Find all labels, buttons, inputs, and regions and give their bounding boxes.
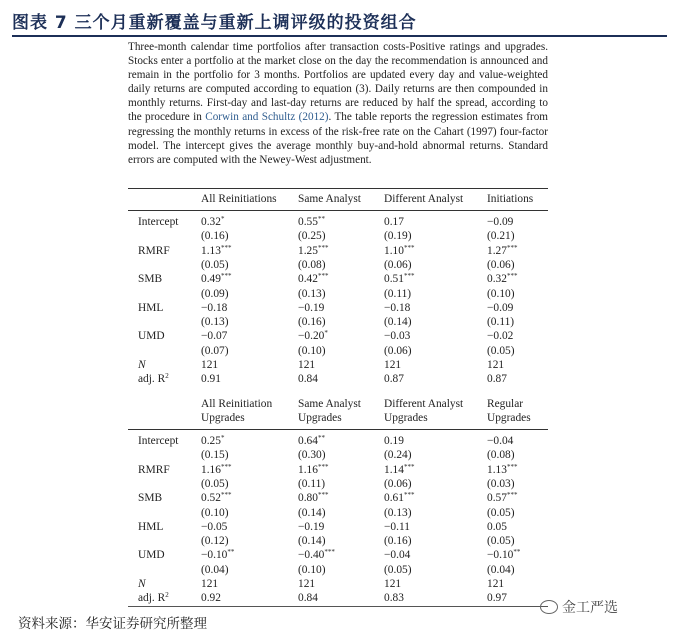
row-label: HML bbox=[138, 520, 164, 533]
se-value: (0.25) bbox=[298, 230, 326, 243]
watermark-text: 金工严选 bbox=[562, 600, 618, 616]
coef-cell bbox=[298, 463, 328, 477]
significance-stars: * bbox=[324, 329, 328, 338]
se-value: (0.06) bbox=[384, 344, 412, 357]
r2-sup: 2 bbox=[165, 591, 169, 600]
se-value: (0.06) bbox=[384, 258, 412, 271]
coef-cell bbox=[298, 301, 324, 315]
coef-value: −0.10 bbox=[201, 549, 228, 562]
coef-cell bbox=[487, 434, 513, 448]
row-label: RMRF bbox=[138, 463, 170, 476]
significance-stars: *** bbox=[506, 491, 518, 500]
coef-value: 0.80 bbox=[298, 492, 318, 505]
se-value: (0.05) bbox=[487, 344, 515, 357]
n-value: 121 bbox=[298, 359, 316, 371]
significance-stars: *** bbox=[403, 243, 415, 252]
table-bottom-rule bbox=[128, 606, 548, 607]
coef-cell bbox=[384, 491, 414, 505]
row-label: N bbox=[138, 578, 146, 590]
se-value: (0.13) bbox=[201, 316, 229, 329]
coef-cell bbox=[298, 520, 324, 534]
row-label bbox=[138, 591, 169, 605]
coef-value: 1.25 bbox=[298, 244, 318, 257]
coef-cell bbox=[487, 520, 507, 534]
coef-value: 1.13 bbox=[487, 463, 507, 476]
coef-value: −0.10 bbox=[487, 549, 514, 562]
coef-cell bbox=[487, 491, 517, 505]
se-value: (0.24) bbox=[384, 449, 412, 462]
coef-cell bbox=[487, 548, 520, 562]
coef-value: −0.18 bbox=[201, 301, 228, 314]
r2-value: 0.97 bbox=[487, 592, 507, 605]
row-label: UMD bbox=[138, 330, 165, 343]
caption-text: Three-month calendar time portfolios after transaction costs-Positive ratings and upgrades. Stocks enter a portfolio at the market close on the day the recommendation is announced and remain in the portfolio for 3 months. Portfolios are updated every day and value-weighted daily returns are computed according to equation (3). Daily returns are then compounded in monthly returns. First-day and last-day returns are reduced by half the spread, according to the procedure in bbox=[128, 41, 548, 124]
coef-cell bbox=[201, 301, 227, 315]
significance-stars: ** bbox=[513, 548, 521, 557]
coef-value: −0.40 bbox=[298, 549, 325, 562]
coef-cell bbox=[487, 329, 513, 343]
significance-stars: *** bbox=[317, 272, 329, 281]
n-value: 121 bbox=[298, 578, 316, 590]
coef-cell bbox=[487, 244, 517, 258]
significance-stars: ** bbox=[317, 434, 325, 442]
coef-cell bbox=[298, 434, 325, 448]
se-value: (0.04) bbox=[201, 563, 229, 576]
coef-value: −0.09 bbox=[487, 216, 514, 228]
coef-value: −0.09 bbox=[487, 301, 514, 314]
significance-stars: *** bbox=[220, 243, 232, 252]
coef-cell bbox=[384, 329, 410, 343]
coef-cell bbox=[201, 463, 231, 477]
coef-cell bbox=[298, 491, 328, 505]
se-value: (0.08) bbox=[487, 449, 515, 462]
coef-cell bbox=[201, 548, 234, 562]
se-value: (0.03) bbox=[487, 477, 515, 490]
significance-stars: *** bbox=[324, 548, 335, 557]
significance-stars: ** bbox=[227, 548, 235, 557]
se-value: (0.08) bbox=[298, 258, 326, 271]
significance-stars: *** bbox=[506, 462, 518, 471]
coef-cell bbox=[487, 272, 517, 286]
coef-value: 1.13 bbox=[201, 244, 221, 257]
panel-a-header-rule bbox=[128, 210, 548, 211]
coef-value: 0.19 bbox=[384, 435, 404, 447]
r2-value: 0.84 bbox=[298, 373, 318, 386]
watermark bbox=[540, 597, 618, 617]
se-value: (0.09) bbox=[201, 287, 229, 300]
coef-cell bbox=[487, 215, 513, 229]
n-value: 121 bbox=[384, 359, 402, 371]
coef-value: 0.52 bbox=[201, 492, 221, 505]
coef-cell bbox=[298, 548, 335, 562]
se-value: (0.11) bbox=[298, 477, 326, 490]
coef-value: −0.02 bbox=[487, 330, 514, 343]
coef-cell bbox=[487, 301, 513, 315]
coef-cell bbox=[201, 491, 231, 505]
se-value: (0.06) bbox=[487, 258, 515, 271]
n-value: 121 bbox=[201, 578, 219, 590]
coef-value: 0.05 bbox=[487, 520, 507, 533]
coef-value: 0.42 bbox=[298, 273, 318, 286]
se-value: (0.14) bbox=[298, 535, 326, 548]
row-label: RMRF bbox=[138, 244, 170, 257]
significance-stars: *** bbox=[220, 491, 232, 500]
se-value: (0.21) bbox=[487, 230, 515, 243]
coef-value: 0.17 bbox=[384, 216, 404, 228]
n-value: 121 bbox=[487, 578, 505, 590]
panel-b-header-rule bbox=[128, 429, 548, 430]
coef-cell bbox=[384, 301, 410, 315]
title-divider bbox=[12, 35, 667, 37]
row-label: UMD bbox=[138, 549, 165, 562]
n-value: 121 bbox=[487, 359, 505, 371]
coef-cell bbox=[384, 548, 410, 562]
r2-value: 0.92 bbox=[201, 592, 221, 605]
r2-label: adj. R bbox=[138, 592, 166, 605]
significance-stars: ** bbox=[317, 215, 325, 223]
coef-cell bbox=[298, 272, 328, 286]
se-value: (0.07) bbox=[201, 344, 229, 357]
r2-label: adj. R bbox=[138, 373, 166, 386]
coef-cell bbox=[384, 520, 410, 534]
coef-cell bbox=[298, 215, 325, 229]
r2-value: 0.87 bbox=[487, 373, 507, 386]
coef-cell bbox=[487, 463, 517, 477]
col-header: Same Analyst bbox=[298, 193, 361, 205]
col-header: All Reinitiation bbox=[201, 398, 273, 410]
coef-value: −0.19 bbox=[298, 301, 325, 314]
significance-stars: *** bbox=[403, 491, 415, 500]
se-value: (0.11) bbox=[487, 316, 515, 329]
se-value: (0.16) bbox=[384, 535, 412, 548]
coef-cell bbox=[384, 272, 414, 286]
significance-stars: * bbox=[220, 215, 225, 223]
coef-value: 0.32 bbox=[487, 273, 507, 286]
significance-stars: *** bbox=[317, 243, 329, 252]
coef-value: −0.04 bbox=[384, 549, 411, 562]
coef-value: −0.05 bbox=[201, 520, 228, 533]
r2-value: 0.84 bbox=[298, 592, 318, 605]
significance-stars: *** bbox=[403, 462, 415, 471]
se-value: (0.10) bbox=[487, 287, 515, 300]
coef-value: −0.03 bbox=[384, 330, 411, 343]
significance-stars: *** bbox=[506, 243, 518, 252]
coef-value: 0.61 bbox=[384, 492, 404, 505]
row-label: Intercept bbox=[138, 435, 179, 447]
row-label bbox=[138, 372, 169, 386]
col-header: Initiations bbox=[487, 193, 534, 205]
coef-value: 0.64 bbox=[298, 435, 318, 447]
coef-cell bbox=[201, 329, 227, 343]
se-value: (0.05) bbox=[487, 506, 515, 519]
coef-value: −0.11 bbox=[384, 520, 410, 533]
n-value: 121 bbox=[384, 578, 402, 590]
citation-link[interactable]: Corwin and Schultz (2012) bbox=[205, 111, 329, 124]
se-value: (0.05) bbox=[487, 535, 515, 548]
coef-value: 1.27 bbox=[487, 244, 507, 257]
significance-stars: * bbox=[220, 434, 225, 442]
coef-cell bbox=[298, 329, 328, 343]
se-value: (0.19) bbox=[384, 230, 412, 243]
coef-cell bbox=[384, 215, 404, 229]
coef-value: 0.32 bbox=[201, 216, 221, 228]
se-value: (0.13) bbox=[298, 287, 326, 300]
source-note: 资料来源：华安证券研究所整理 bbox=[18, 616, 207, 632]
se-value: (0.16) bbox=[201, 230, 229, 243]
coef-cell bbox=[201, 215, 224, 229]
r2-value: 0.91 bbox=[201, 373, 221, 386]
se-value: (0.14) bbox=[298, 506, 326, 519]
col-header: Upgrades bbox=[298, 412, 342, 424]
r2-value: 0.83 bbox=[384, 592, 404, 605]
col-header: Same Analyst bbox=[298, 398, 361, 410]
coef-value: −0.19 bbox=[298, 520, 325, 533]
coef-value: 0.57 bbox=[487, 492, 507, 505]
row-label: SMB bbox=[138, 273, 163, 286]
se-value: (0.10) bbox=[201, 506, 229, 519]
coef-value: 0.51 bbox=[384, 273, 404, 286]
se-value: (0.11) bbox=[384, 287, 412, 300]
col-header: Upgrades bbox=[487, 412, 531, 424]
coef-value: 0.55 bbox=[298, 216, 318, 228]
coef-cell bbox=[384, 463, 414, 477]
se-value: (0.30) bbox=[298, 449, 326, 462]
coef-value: −0.20 bbox=[298, 330, 325, 343]
panel-a-top-rule bbox=[128, 188, 548, 189]
coef-value: 1.10 bbox=[384, 244, 404, 257]
se-value: (0.05) bbox=[384, 563, 412, 576]
se-value: (0.10) bbox=[298, 563, 326, 576]
se-value: (0.10) bbox=[298, 344, 326, 357]
row-label: Intercept bbox=[138, 216, 179, 228]
se-value: (0.14) bbox=[384, 316, 412, 329]
row-label: HML bbox=[138, 301, 164, 314]
row-label: SMB bbox=[138, 492, 163, 505]
coef-cell bbox=[384, 434, 404, 448]
significance-stars: *** bbox=[317, 462, 329, 471]
col-header: Different Analyst bbox=[384, 398, 464, 410]
se-value: (0.16) bbox=[298, 316, 326, 329]
col-header: Upgrades bbox=[384, 412, 428, 424]
coef-value: 1.16 bbox=[298, 463, 318, 476]
wechat-icon bbox=[540, 600, 558, 614]
se-value: (0.13) bbox=[384, 506, 412, 519]
coef-value: 1.16 bbox=[201, 463, 221, 476]
coef-value: −0.04 bbox=[487, 435, 514, 447]
n-value: 121 bbox=[201, 359, 219, 371]
coef-value: 0.25 bbox=[201, 435, 221, 447]
significance-stars: *** bbox=[220, 462, 232, 471]
significance-stars: *** bbox=[506, 272, 518, 281]
coef-cell bbox=[298, 244, 328, 258]
significance-stars: *** bbox=[403, 272, 415, 281]
col-header: Upgrades bbox=[201, 412, 245, 424]
coef-cell bbox=[384, 244, 414, 258]
row-label: N bbox=[138, 359, 146, 371]
coef-cell bbox=[201, 434, 224, 448]
se-value: (0.04) bbox=[487, 563, 515, 576]
significance-stars: *** bbox=[220, 272, 232, 281]
se-value: (0.05) bbox=[201, 477, 229, 490]
figure-title: 图表 7 三个月重新覆盖与重新上调评级的投资组合 bbox=[12, 13, 417, 33]
se-value: (0.05) bbox=[201, 258, 229, 271]
col-header: Regular bbox=[487, 398, 524, 410]
se-value: (0.12) bbox=[201, 535, 229, 548]
coef-value: 1.14 bbox=[384, 463, 404, 476]
coef-value: −0.18 bbox=[384, 301, 411, 314]
coef-cell bbox=[201, 520, 227, 534]
significance-stars: *** bbox=[317, 491, 329, 500]
coef-cell bbox=[201, 244, 231, 258]
coef-value: −0.07 bbox=[201, 330, 228, 343]
r2-sup: 2 bbox=[165, 372, 169, 381]
r2-value: 0.87 bbox=[384, 373, 404, 386]
table-caption bbox=[128, 40, 548, 167]
col-header: Different Analyst bbox=[384, 193, 464, 205]
coef-value: 0.49 bbox=[201, 273, 221, 286]
se-value: (0.06) bbox=[384, 477, 412, 490]
caption-text-end: . The table reports the regression estimates from regressing the monthly returns in excess of the risk-free rate on the Cahart (1997) four-factor model. The intercept gives the average monthly buy-and-hold abnormal returns. Standard errors are computed with the Newey-West adjustment. bbox=[128, 111, 548, 166]
se-value: (0.15) bbox=[201, 449, 229, 462]
col-header: All Reinitiations bbox=[201, 193, 277, 205]
coef-cell bbox=[201, 272, 231, 286]
